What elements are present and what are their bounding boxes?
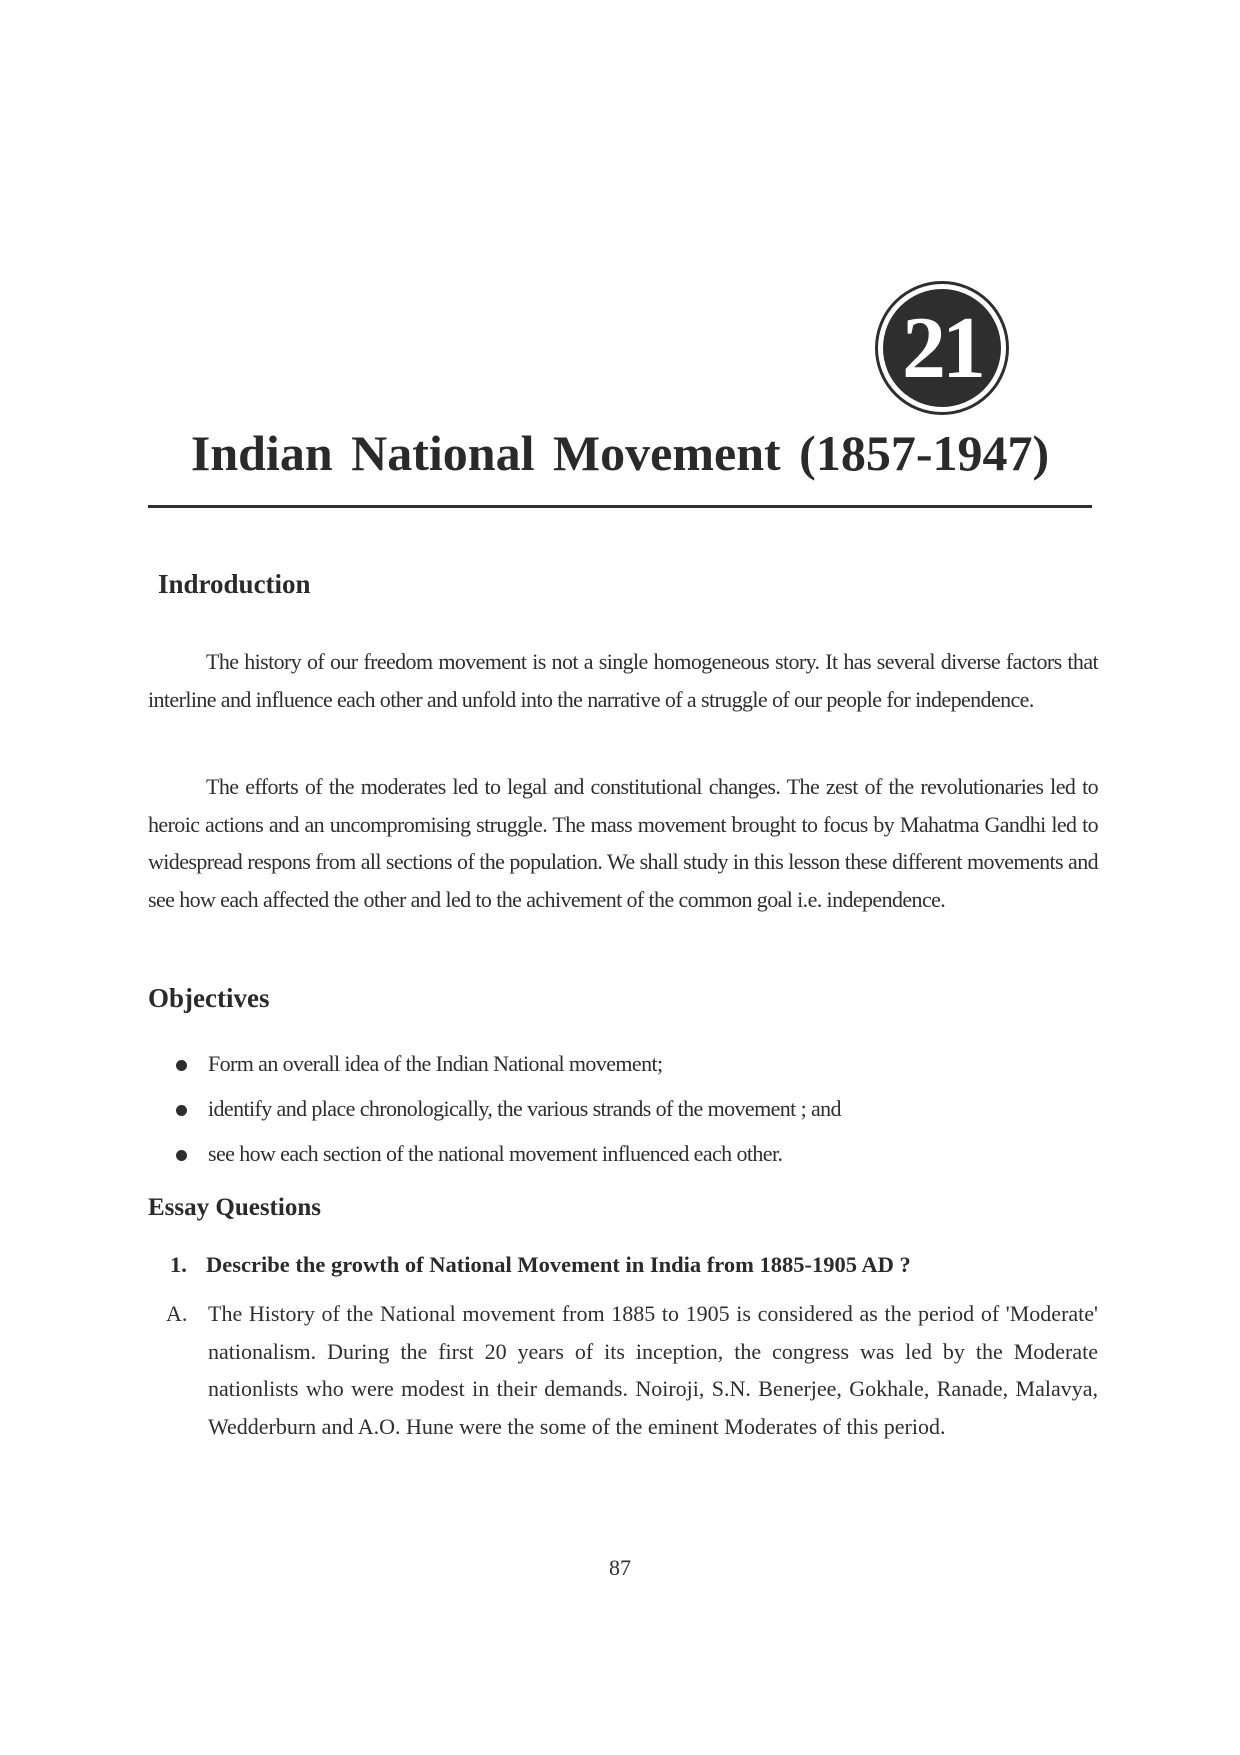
- introduction-paragraph-1: The history of our freedom movement is not a single homogeneous story. It has several diverse factors that interline and influence each other and unfold into the narrative of a struggle of our people for independence.: [148, 649, 1098, 712]
- chapter-number-badge: [875, 281, 1009, 415]
- page-number: 87: [609, 1555, 631, 1580]
- objectives-list: [172, 1052, 1092, 1166]
- question-text: Describe the growth of National Movement in India from 1885-1905 AD ?: [206, 1252, 911, 1277]
- essay-questions-heading: Essay Questions: [148, 1194, 321, 1221]
- question-number: 1.: [170, 1252, 187, 1277]
- answer-label: A.: [166, 1301, 188, 1326]
- objective-item: [172, 1097, 1092, 1121]
- bullet-icon: [176, 1105, 187, 1116]
- chapter-title: Indian National Movement (1857-1947): [190, 425, 1050, 481]
- bullet-icon: [176, 1060, 187, 1071]
- objective-item: [172, 1052, 1092, 1076]
- objective-item: [172, 1142, 1092, 1166]
- objective-text: Form an overall idea of the Indian National movement;: [208, 1051, 663, 1076]
- introduction-paragraph-2: The efforts of the moderates led to legal and constitutional changes. The zest of the revolutionaries led to heroic actions and an uncompromising struggle. The mass movement brought to focus by Mahatma Gandhi led to widespread respons from all sections of the population. We shall study in this lesson these different movements and see how each affected the other and led to the achivement of the common goal i.e. independence.: [148, 774, 1098, 912]
- objectives-heading: Objectives: [148, 983, 270, 1013]
- essay-question: [170, 1250, 1100, 1279]
- objective-text: identify and place chronologically, the various strands of the movement ; and: [208, 1096, 841, 1121]
- introduction-heading: Indroduction: [158, 569, 311, 599]
- answer-text: The History of the National movement from 1885 to 1905 is considered as the period of 'Moderate' nationalism. During the first 20 years of its inception, the congress was led by the Moderate nationlists who were modest in their demands. Noiroji, S.N. Benerjee, Gokhale, Ranade, Malavya, Wedderburn and A.O. Hune were the some of the eminent Moderates of this period.: [208, 1301, 1098, 1439]
- chapter-number: 21: [902, 300, 982, 397]
- chapter-badge-disc: [883, 289, 1001, 407]
- bullet-icon: [176, 1150, 187, 1161]
- title-divider: [148, 505, 1092, 508]
- objective-text: see how each section of the national movement influenced each other.: [208, 1141, 783, 1166]
- essay-answer: [166, 1295, 1098, 1445]
